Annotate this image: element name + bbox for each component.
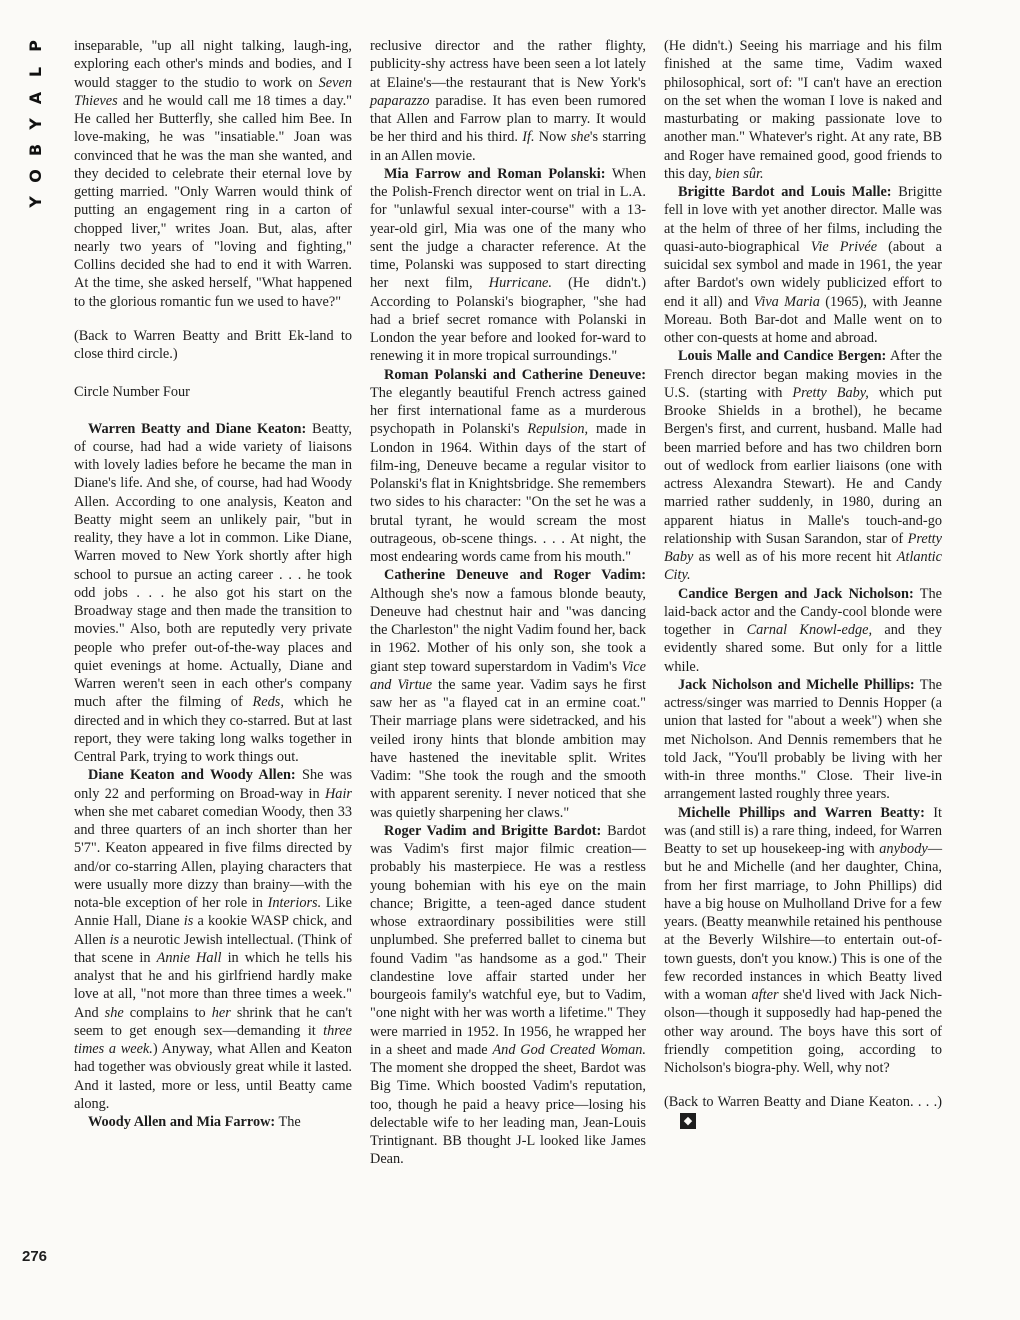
paragraph: Woody Allen and Mia Farrow: The <box>88 1114 301 1130</box>
paragraph: Warren Beatty and Diane Keaton: Beatty, of course, had had a wide variety of liaisons with lovely ladies before he became the man in Diane's life. And she, of course, had had Woody Allen. According to one analysis, Keaton and Beatty might seem an unlikely pair, "but in reality, they have a lot in common. Like Diane, Warren moved to New York shortly after high school to pursue an acting career . . . he took odd jobs . . . he also got his start on the Broadway stage and then made the transition to movies." Also, both are reputedly very private people who prefer out-of-the-way places and quiet evenings at home. Actually, Diane and Warren weren't seen in each other's company much after the filming of Reds, which he directed and in which they co-starred. But at last report, they were taking long walks together in Central Park, trying to work things out. <box>74 420 352 765</box>
entry-heading: Roman Polanski and Catherine Deneuve: <box>384 366 646 383</box>
paragraph: Michelle Phillips and Warren Beatty: It was (and still is) a rare thing, indeed, for Warren Beatty to set up housekeep-ing with anybody—but he and Michelle (and her daughter, China, from her first marriage, to John Phillips) did have a big house on Mulholland Drive for a few years. (Beatty meanwhile retained his penthouse at the Beverly Wilshire—to entertain out-of-town guests, don't you know.) This is one of the few recorded instances in which Beatty lived with a woman after she'd lived with Jack Nich-olson—though it supposedly had hap-pened the other way around. The boys have this sort of friendly competition going, according to Nicholson's biogra-phy. Well, why not? <box>664 804 942 1076</box>
paragraph: Roger Vadim and Brigitte Bardot: Bardot was Vadim's first major filmic creation—probably his masterpiece. He was a restless young bohemian with his eye on the main chance; Brigitte, a teen-aged dance student whose extraordinary possibilities were still unplumbed. She preferred ballet to cinema but found Vadim "as handsome as a god." Their clandestine love affair started under her bourgeois family's watchful eye, but to Vadim, "one night with her was worth a lifetime." They were married in 1952. In 1956, he wrapped her in a sheet and made And God Created Woman. The moment she dropped the sheet, Bardot was Big Time. Which boosted Vadim's reputation, too, though he paid a heavy price—losing his delectable wife to her leading man, Jean-Louis Trintignant. BB thought J-L looked like James Dean. <box>370 822 646 1168</box>
entry-heading: Brigitte Bardot and Louis Malle: <box>678 184 892 200</box>
entry-heading: Catherine Deneuve and Roger Vadim: <box>384 567 646 584</box>
entry-heading: Mia Farrow and Roman Polanski: <box>384 165 606 182</box>
masthead-letter: B <box>25 143 45 157</box>
masthead-letter: O <box>25 169 45 183</box>
entry-heading: Louis Malle and Candice Bergen: <box>678 348 887 365</box>
paragraph: reclusive director and the rather flighty, publicity-shy actress have been seen a lot lately at Elaine's—the restaurant that is New York's paparazzo paradise. It has even been rumored that Allen and Farrow plan to marry. It would be her third and his third. If. Now she's starring in an Allen movie. <box>370 38 646 164</box>
entry-heading: Diane Keaton and Woody Allen: <box>88 767 296 784</box>
entry-heading: Jack Nicholson and Michelle Phillips: <box>678 676 915 693</box>
entry-heading: Roger Vadim and Brigitte Bardot: <box>384 822 602 839</box>
page-number: 276 <box>22 1248 48 1265</box>
magazine-masthead <box>24 38 48 210</box>
back-note: (Back to Warren Beatty and Diane Keaton. . . .)◆ <box>664 1094 942 1128</box>
paragraph: Candice Bergen and Jack Nicholson: The laid-back actor and the Candy-cool blonde were together in Carnal Knowl-edge, and they evidently shared some. But only for a little while. <box>664 585 942 675</box>
back-note: (Back to Warren Beatty and Britt Ek-land to close third circle.) <box>74 327 352 362</box>
text-column-1 <box>74 37 352 1131</box>
paragraph: Mia Farrow and Roman Polanski: When the Polish-French director went on trial in L.A. for "unlawful sexual inter-course" with a 13-year-old girl, Mia was one of the many who sent the judge a character reference. At the time, Polanski was supposed to start directing her next film, Hurricane. (He didn't.) According to Polanski's biographer, "she had had a brief secret romance with Polanski in London the year before and looked for-ward to renewing it in more tropical surroundings." <box>370 165 647 365</box>
rabbit-end-mark-icon: ◆ <box>680 1113 696 1129</box>
masthead-letter: L <box>25 66 45 78</box>
paragraph: Catherine Deneuve and Roger Vadim: Although she's now a famous blonde beauty, Deneuve had chestnut hair and "was dancing the Charleston" the night Vadim found her, back in 1962. Mother of his only son, she took a giant step toward superstardom in Vadim's Vice and Virtue the same year. Vadim says he first saw her as "a flayed cat in an ermine coat." Their marriage plans were sidetracked, and his veiled irony hints that blonde ambition may have hastened the inevitable split. Writes Vadim: "She took the rough and the smooth with apparent serenity. I never noticed that she was quietly sharpening her claws." <box>370 567 646 821</box>
paragraph: Louis Malle and Candice Bergen: After the French director began making movies in the U.S. (starting with Pretty Baby, which put Brooke Shields in a brothel), he became Bergen's first, and current, husband. Malle had been married before and has two children born out of wedlock from earlier liaisons (one with actress Alexandra Stewart). He and Candy married rather suddenly, in 1980, during an apparent hiatus in Malle's touch-and-go relationship with Susan Sarandon, star of Pretty Baby as well as of his more recent hit Atlantic City. <box>664 348 943 584</box>
entry-heading: Michelle Phillips and Warren Beatty: <box>678 804 925 821</box>
text-column-3 <box>664 37 942 1130</box>
paragraph: Brigitte Bardot and Louis Malle: Brigitte fell in love with yet another director. Malle was at the helm of three of her films, including the quasi-auto-biographical Vie Privée (about a suicidal sex symbol and made in 1961, the year after Bardot's own widely publicized effort to end it all) and Viva Maria (1965), with Jeanne Moreau. Both Bar-dot and Malle went on to other con-quests at home and abroad. <box>664 184 942 346</box>
entry-heading: Warren Beatty and Diane Keaton: <box>88 420 307 437</box>
masthead-letter: Y <box>26 196 45 208</box>
text-column-2 <box>370 37 646 1169</box>
masthead-letter: A <box>25 91 45 105</box>
section-heading: Circle Number Four <box>74 384 190 401</box>
masthead-letter: Y <box>26 118 45 130</box>
entry-heading: Candice Bergen and Jack Nicholson: <box>678 585 914 602</box>
paragraph: Jack Nicholson and Michelle Phillips: The actress/singer was married to Dennis Hopper (a union that lasted for "about a week") when she met Nicholson. And Dennis remembers that he told Jack, "You'll probably be living with her with-in three months." Close. Their live-in arrangement lasted roughly three years. <box>664 676 942 803</box>
masthead-letter: P <box>25 40 45 52</box>
paragraph: inseparable, "up all night talking, laugh-ing, exploring each other's minds and bodies, and I would stagger to the studio to work on Seven Thieves and he would call me 18 times a day." He called her Butterfly, she called him Bee. In love-making, he was "insatiable." Joan was convinced that he was the man she wanted, and they decided to celebrate their eternal love by getting married. "Only Warren would think of putting an engagement ring in a carton of chopped liver," writes Joan. But, alas, after nearly two years of "loving and fighting," Collins decided she had to end it with Warren. At the time, she asked herself, "What happened to the glorious romantic fun we used to have?" <box>74 38 352 310</box>
paragraph: Diane Keaton and Woody Allen: She was only 22 and performing on Broad-way in Hair when she met cabaret comedian Woody, then 33 and three quarters of an inch shorter than her 5'7". Keaton appeared in five films directed by and/or co-starring Allen, playing characters that were usually more dizzy than brainy—with the nota-ble exception of her role in Interiors. Like Annie Hall, Diane is a kookie WASP chick, and Allen is a neurotic Jewish intellectual. (Think of that scene in Annie Hall in which he tells his analyst that he and his girlfriend hardly make love at all, "not more than three times a week." And she complains to her shrink that he can't seem to get enough sex—demanding it three times a week.) Anyway, what Allen and Keaton had together was obviously great while it lasted. And it lasted, more or less, until Beatty came along. <box>74 767 353 1112</box>
paragraph: Roman Polanski and Catherine Deneuve: The elegantly beautiful French actress gained her first international fame as a murderous psychopath in Polanski's Repulsion, made in London in 1964. Within days of the start of film-ing, Deneuve became a regular visitor to Polanski's flat in Knightsbridge. She remembers two sides to his character: "On the set he was a brutal tyrant, he would scream the most outrageous, ob-scene things. . . . At night, the most endearing words came from his mouth." <box>370 366 646 565</box>
entry-heading: Woody Allen and Mia Farrow: <box>88 1114 276 1130</box>
paragraph: (He didn't.) Seeing his marriage and his film finished at the same time, Vadim waxed philosophical, sort of: "I can't have an erection on the set when the woman I love is naked and masturbating or making passionate love to another man." Whatever's right. At any rate, BB and Roger have remained good, good friends to this day, bien sûr. <box>664 38 942 182</box>
